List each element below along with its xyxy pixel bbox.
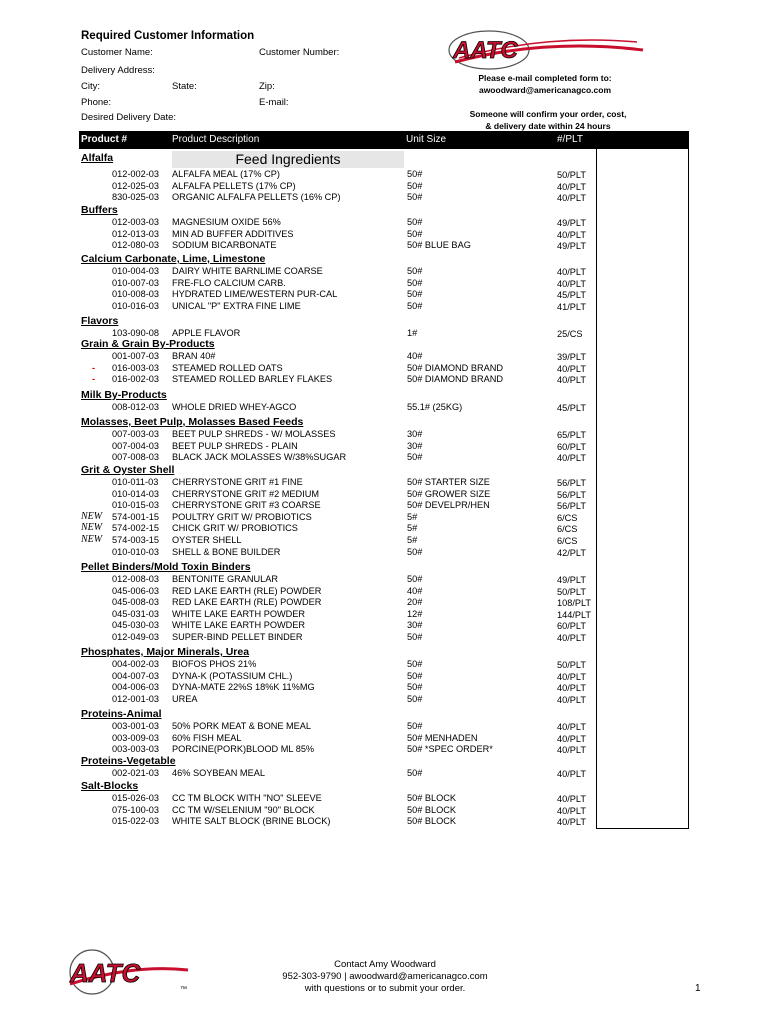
product-row — [0, 428, 770, 440]
product-row — [0, 670, 770, 682]
category-heading: Grit & Oyster Shell — [81, 464, 175, 476]
form-title: Required Customer Information — [81, 30, 255, 42]
product-description: CHICK GRIT W/ PROBIOTICS — [172, 523, 298, 534]
category-heading: Pellet Binders/Mold Toxin Binders — [81, 561, 251, 573]
unit-size: 5# — [407, 511, 418, 522]
product-code: 012-049-03 — [112, 632, 159, 642]
product-code: 010-016-03 — [112, 300, 159, 311]
category-heading: Flavors — [81, 315, 119, 327]
product-code: 830-025-03 — [112, 192, 159, 203]
product-code: 002-021-03 — [112, 768, 159, 778]
product-code: 045-031-03 — [112, 608, 159, 619]
category-heading: Molasses, Beet Pulp, Molasses Based Feeds — [81, 416, 304, 428]
category-heading: Alfalfa — [81, 152, 114, 164]
product-row — [0, 362, 770, 374]
per-pallet: 49/PLT — [557, 575, 586, 585]
product-row — [0, 440, 770, 452]
unit-size: 50# — [407, 192, 423, 203]
product-row — [0, 499, 770, 511]
product-description: SUPER-BIND PELLET BINDER — [172, 632, 303, 642]
product-row — [0, 180, 770, 192]
plt-header: #/PLT — [557, 134, 583, 145]
product-code: 045-008-03 — [112, 597, 159, 608]
unit-size: 50# MENHADEN — [407, 732, 478, 743]
unit-size-header: Unit Size — [406, 134, 447, 145]
per-pallet: 42/PLT — [557, 547, 586, 558]
new-badge: NEW — [81, 522, 103, 534]
unit-size: 40# — [407, 585, 423, 596]
category-heading: Buffers — [81, 204, 118, 216]
feed-ingredients-label: Feed Ingredients — [172, 151, 404, 168]
new-badge: NEW — [81, 510, 103, 522]
product-description: DYNA-MATE 22%S 18%K 11%MG — [172, 682, 315, 693]
highlight-mark: - — [92, 362, 96, 373]
per-pallet: 25/CS — [557, 329, 583, 339]
product-row — [0, 288, 770, 300]
per-pallet: 60/PLT — [557, 621, 586, 632]
per-pallet: 40/PLT — [557, 633, 586, 643]
product-row — [0, 476, 770, 488]
per-pallet: 40/PLT — [557, 733, 586, 744]
email-note-line2: awoodward@americanagco.com — [478, 85, 612, 95]
product-code: 003-003-03 — [112, 744, 159, 755]
unit-size: 50# — [407, 217, 423, 227]
product-description-header: Product Description — [172, 134, 260, 145]
per-pallet: 49/PLT — [557, 218, 586, 228]
product-code: 007-004-03 — [112, 440, 159, 451]
product-description: BEET PULP SHREDS - W/ MOLASSES — [172, 429, 336, 439]
product-description: OYSTER SHELL — [172, 535, 242, 545]
per-pallet: 56/PLT — [557, 501, 586, 512]
unit-size: 50# — [407, 300, 423, 311]
unit-size: 50# BLUE BAG — [407, 240, 471, 251]
product-description: CC TM W/SELENIUM "90" BLOCK — [172, 804, 315, 815]
product-description: WHITE LAKE EARTH POWDER — [172, 608, 306, 619]
unit-size: 50# STARTER SIZE — [407, 477, 490, 487]
zip-label: Zip: — [259, 81, 275, 92]
unit-size: 12# — [407, 608, 423, 619]
per-pallet: 50/PLT — [557, 586, 586, 597]
unit-size: 50# *SPEC ORDER* — [407, 744, 493, 755]
product-code: 010-015-03 — [112, 500, 159, 511]
product-description: CHERRYSTONE GRIT #3 COARSE — [172, 500, 321, 511]
per-pallet: 40/PLT — [557, 375, 586, 386]
product-description: BEET PULP SHREDS - PLAIN — [172, 440, 298, 451]
email-label: E-mail: — [259, 97, 289, 108]
unit-size: 50# BLOCK — [407, 816, 457, 827]
unit-size: 50# — [407, 632, 423, 642]
product-description: MIN AD BUFFER ADDITIVES — [172, 228, 294, 239]
per-pallet: 40/PLT — [557, 193, 586, 204]
per-pallet: 40/PLT — [557, 722, 586, 732]
product-row — [0, 265, 770, 277]
product-description: FRE-FLO CALCIUM CARB. — [172, 277, 286, 288]
footer-instructions: with questions or to submit your order. — [304, 983, 466, 994]
product-description: DYNA-K (POTASSIUM CHL.) — [172, 670, 293, 681]
delivery-address-label: Delivery Address: — [81, 65, 155, 76]
unit-size: 50# GROWER SIZE — [407, 488, 491, 499]
per-pallet: 41/PLT — [557, 301, 586, 312]
product-row — [0, 743, 770, 755]
customer-name-label: Customer Name: — [81, 47, 153, 58]
per-pallet: 40/PLT — [557, 267, 586, 277]
product-code: 574-003-15 — [112, 535, 159, 545]
per-pallet: 45/PLT — [557, 290, 586, 301]
product-code: 010-010-03 — [112, 546, 159, 557]
product-code: 010-004-03 — [112, 266, 159, 276]
product-row — [0, 511, 770, 523]
product-code: 004-006-03 — [112, 682, 159, 693]
product-description: 60% FISH MEAL — [172, 732, 242, 743]
per-pallet: 56/PLT — [557, 478, 586, 488]
product-row — [0, 350, 770, 362]
unit-size: 50# — [407, 277, 423, 288]
per-pallet: 49/PLT — [557, 241, 586, 252]
per-pallet: 45/PLT — [557, 403, 586, 413]
per-pallet: 40/PLT — [557, 683, 586, 694]
product-description: POULTRY GRIT W/ PROBIOTICS — [172, 511, 312, 522]
product-description: BLACK JACK MOLASSES W/38%SUGAR — [172, 452, 347, 463]
product-row — [0, 804, 770, 816]
per-pallet: 144/PLT — [557, 609, 592, 620]
unit-size: 30# — [407, 440, 423, 451]
product-description: MAGNESIUM OXIDE 56% — [172, 217, 281, 227]
product-code: 010-007-03 — [112, 277, 159, 288]
confirm-note-line2: & delivery date within 24 hours — [485, 121, 611, 131]
product-row — [0, 300, 770, 312]
unit-size: 50# — [407, 659, 423, 669]
footer-logo — [64, 946, 194, 996]
category-heading: Proteins-Vegetable — [81, 755, 176, 767]
product-row — [0, 373, 770, 385]
product-row — [0, 792, 770, 804]
product-code: 574-002-15 — [112, 523, 159, 534]
product-description: ALFALFA PELLETS (17% CP) — [172, 180, 296, 191]
product-code: 004-007-03 — [112, 670, 159, 681]
product-description: HYDRATED LIME/WESTERN PUR-CAL — [172, 289, 338, 300]
per-pallet: 60/PLT — [557, 441, 586, 452]
category-heading: Phosphates, Major Minerals, Urea — [81, 646, 250, 658]
per-pallet: 40/PLT — [557, 817, 586, 828]
per-pallet: 40/PLT — [557, 181, 586, 192]
product-description: BENTONITE GRANULAR — [172, 574, 279, 584]
unit-size: 50# — [407, 768, 423, 778]
per-pallet: 40/PLT — [557, 453, 586, 464]
per-pallet: 40/PLT — [557, 769, 586, 779]
table-header — [79, 131, 686, 149]
unit-size: 30# — [407, 620, 423, 631]
product-code: 015-022-03 — [112, 816, 159, 827]
product-code: 012-080-03 — [112, 240, 159, 251]
product-code: 012-013-03 — [112, 228, 159, 239]
per-pallet: 40/PLT — [557, 694, 586, 705]
product-code: 012-003-03 — [112, 217, 159, 227]
product-row — [0, 191, 770, 203]
unit-size: 50# — [407, 670, 423, 681]
desired-delivery-label: Desired Delivery Date: — [81, 112, 177, 123]
per-pallet: 40/PLT — [557, 805, 586, 816]
product-code: 075-100-03 — [112, 804, 159, 815]
product-row — [0, 631, 770, 643]
product-description: UNICAL "P" EXTRA FINE LIME — [172, 300, 301, 311]
unit-size: 50# — [407, 289, 423, 300]
product-row — [0, 573, 770, 585]
unit-size: 50# — [407, 169, 423, 179]
trademark-mark: ™ — [180, 986, 187, 993]
product-row — [0, 488, 770, 500]
per-pallet: 40/PLT — [557, 794, 586, 804]
per-pallet: 40/PLT — [557, 671, 586, 682]
unit-size: 50# DEVELPR/HEN — [407, 500, 490, 511]
per-pallet: 40/PLT — [557, 363, 586, 374]
category-heading: Milk By-Products — [81, 389, 167, 401]
per-pallet: 50/PLT — [557, 170, 586, 180]
product-row — [0, 608, 770, 620]
product-description: CC TM BLOCK WITH "NO" SLEEVE — [172, 793, 322, 803]
per-pallet: 65/PLT — [557, 430, 586, 440]
confirm-note-line1: Someone will confirm your order, cost, — [469, 109, 627, 119]
product-description: WHITE SALT BLOCK (BRINE BLOCK) — [172, 816, 331, 827]
product-row — [0, 619, 770, 631]
product-row — [0, 681, 770, 693]
product-row — [0, 658, 770, 670]
product-description: ORGANIC ALFALFA PELLETS (16% CP) — [172, 192, 341, 203]
product-description: BIOFOS PHOS 21% — [172, 659, 257, 669]
unit-size: 20# — [407, 597, 423, 608]
footer-phone-email: 952-303-9790 | awoodward@americanagco.com — [282, 971, 488, 982]
product-description: UREA — [172, 693, 198, 704]
per-pallet: 6/CS — [557, 512, 578, 523]
unit-size: 50# BLOCK — [407, 793, 457, 803]
product-description: STEAMED ROLLED BARLEY FLAKES — [172, 374, 333, 385]
product-description: SODIUM BICARBONATE — [172, 240, 277, 251]
product-row — [0, 522, 770, 534]
product-description: SHELL & BONE BUILDER — [172, 546, 281, 557]
product-row — [0, 401, 770, 413]
product-code: 004-002-03 — [112, 659, 159, 669]
product-description: DAIRY WHITE BARNLIME COARSE — [172, 266, 323, 276]
svg-text:AATC: AATC — [453, 37, 518, 64]
per-pallet: 108/PLT — [557, 598, 592, 609]
product-code: 007-003-03 — [112, 429, 159, 439]
unit-size: 40# — [407, 351, 423, 361]
product-code: 010-014-03 — [112, 488, 159, 499]
product-description: STEAMED ROLLED OATS — [172, 362, 283, 373]
product-code: 010-011-03 — [112, 477, 159, 487]
product-row — [0, 216, 770, 228]
product-code: 007-008-03 — [112, 452, 159, 463]
unit-size: 50# DIAMOND BRAND — [407, 374, 503, 385]
product-code: 045-030-03 — [112, 620, 159, 631]
product-row — [0, 693, 770, 705]
product-description: APPLE FLAVOR — [172, 328, 241, 338]
product-row — [0, 732, 770, 744]
product-description: WHOLE DRIED WHEY-AGCO — [172, 402, 297, 412]
per-pallet: 40/PLT — [557, 278, 586, 289]
product-row — [0, 585, 770, 597]
product-row — [0, 451, 770, 463]
product-code: 010-008-03 — [112, 289, 159, 300]
product-code: 016-002-03 — [112, 374, 159, 385]
category-heading: Proteins-Animal — [81, 708, 162, 720]
unit-size: 50# BLOCK — [407, 804, 457, 815]
product-code: 003-001-03 — [112, 721, 159, 731]
product-description: CHERRYSTONE GRIT #1 FINE — [172, 477, 303, 487]
category-heading: Calcium Carbonate, Lime, Limestone — [81, 253, 266, 265]
aatc-logo — [445, 28, 645, 72]
state-label: State: — [172, 81, 197, 92]
product-row — [0, 168, 770, 180]
product-description: RED LAKE EARTH (RLE) POWDER — [172, 597, 322, 608]
product-row — [0, 546, 770, 558]
unit-size: 30# — [407, 429, 423, 439]
city-label: City: — [81, 81, 100, 92]
product-description: PORCINE(PORK)BLOOD ML 85% — [172, 744, 315, 755]
product-number-header: Product # — [81, 134, 128, 145]
per-pallet: 39/PLT — [557, 352, 586, 362]
page-number: 1 — [695, 983, 701, 994]
product-description: BRAN 40# — [172, 351, 216, 361]
footer-contact: Contact Amy Woodward — [334, 959, 436, 970]
new-badge: NEW — [81, 534, 103, 545]
product-code: 012-002-03 — [112, 169, 159, 179]
per-pallet: 56/PLT — [557, 489, 586, 500]
unit-size: 50# — [407, 693, 423, 704]
unit-size: 50# — [407, 546, 423, 557]
product-code: 003-009-03 — [112, 732, 159, 743]
unit-size: 55.1# (25KG) — [407, 402, 463, 412]
unit-size: 50# — [407, 266, 423, 276]
product-description: WHITE LAKE EARTH POWDER — [172, 620, 306, 631]
unit-size: 50# — [407, 180, 423, 191]
unit-size: 50# — [407, 682, 423, 693]
email-note-line1: Please e-mail completed form to: — [478, 73, 612, 83]
customer-number-label: Customer Number: — [259, 47, 340, 58]
product-row — [0, 815, 770, 827]
category-heading: Salt-Blocks — [81, 780, 139, 792]
product-row — [0, 596, 770, 608]
product-code: 012-001-03 — [112, 693, 159, 704]
product-description: 46% SOYBEAN MEAL — [172, 768, 265, 778]
unit-size: 50# — [407, 721, 423, 731]
unit-size: 50# DIAMOND BRAND — [407, 362, 503, 373]
svg-text:AATC: AATC — [70, 958, 141, 988]
category-heading: Grain & Grain By-Products — [81, 338, 215, 350]
product-code: 012-008-03 — [112, 574, 159, 584]
product-row — [0, 228, 770, 240]
product-row — [0, 277, 770, 289]
unit-size: 1# — [407, 328, 418, 338]
product-row — [0, 720, 770, 732]
unit-size: 50# — [407, 452, 423, 463]
product-description: 50% PORK MEAT & BONE MEAL — [172, 721, 312, 731]
product-description: ALFALFA MEAL (17% CP) — [172, 169, 280, 179]
product-description: CHERRYSTONE GRIT #2 MEDIUM — [172, 488, 320, 499]
product-row — [0, 239, 770, 251]
per-pallet: 6/CS — [557, 536, 578, 546]
unit-size: 50# — [407, 574, 423, 584]
per-pallet: 6/CS — [557, 524, 578, 535]
per-pallet: 40/PLT — [557, 745, 586, 756]
product-row — [0, 534, 770, 546]
highlight-mark: - — [92, 374, 96, 385]
unit-size: 5# — [407, 535, 418, 545]
product-code: 574-001-15 — [112, 511, 159, 522]
product-description: RED LAKE EARTH (RLE) POWDER — [172, 585, 322, 596]
product-code: 012-025-03 — [112, 180, 159, 191]
phone-label: Phone: — [81, 97, 112, 108]
product-code: 008-012-03 — [112, 402, 159, 412]
product-code: 015-026-03 — [112, 793, 159, 803]
per-pallet: 50/PLT — [557, 660, 586, 670]
product-code: 001-007-03 — [112, 351, 159, 361]
product-code: 016-003-03 — [112, 362, 159, 373]
per-pallet: 40/PLT — [557, 229, 586, 240]
product-row — [0, 767, 770, 779]
unit-size: 50# — [407, 228, 423, 239]
unit-size: 5# — [407, 523, 418, 534]
product-code: 045-006-03 — [112, 585, 159, 596]
product-code: 103-090-08 — [112, 328, 159, 338]
